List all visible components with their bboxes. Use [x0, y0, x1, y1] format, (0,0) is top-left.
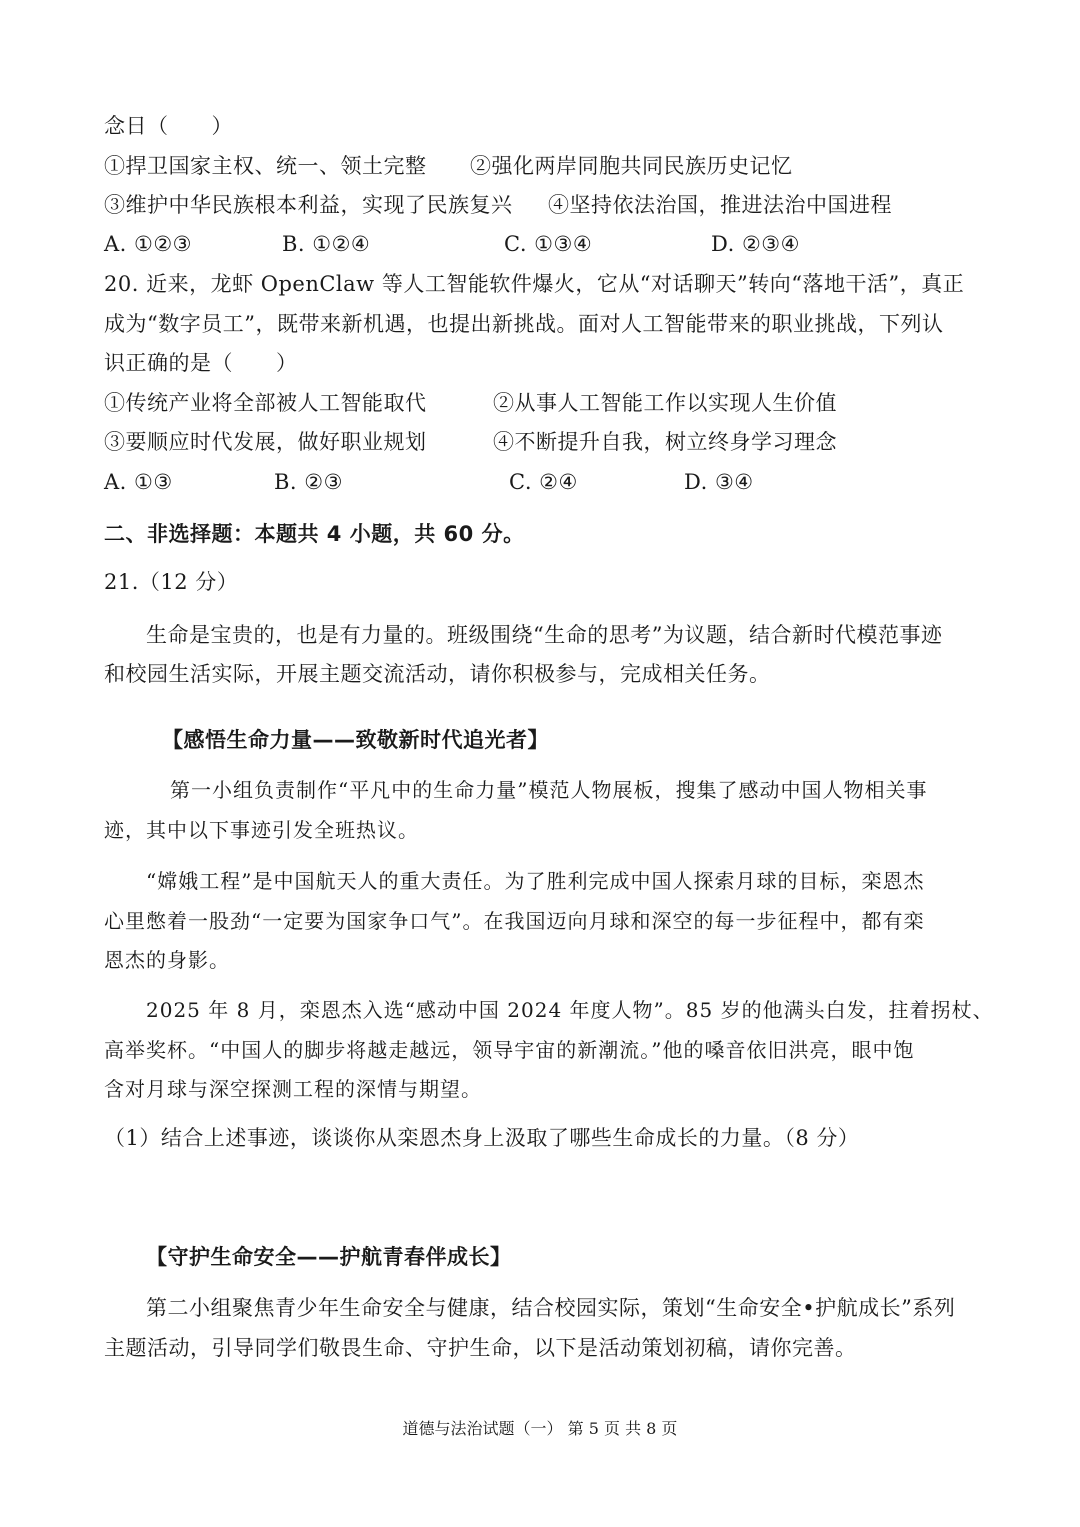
q21-para2-line2: 心里憋着一股劲“一定要为国家争口气”。在我国迈向月球和深空的每一步征程中，都有栾 — [104, 909, 925, 933]
section2-heading: 二、非选择题：本题共 4 小题，共 60 分。 — [104, 522, 525, 546]
q21-para4-line2: 主题活动，引导同学们敬畏生命、守护生命，以下是活动策划初稿，请你完善。 — [104, 1336, 857, 1360]
q19-choice-a: A. ①②③ — [104, 232, 192, 256]
q20-option-1: ①传统产业将全部被人工智能取代 — [104, 391, 427, 415]
q20-stem-line3: 识正确的是（ ） — [104, 351, 298, 375]
q19-choice-b: B. ①②④ — [282, 232, 371, 256]
q19-option-1: ①捍卫国家主权、统一、领土完整 — [104, 154, 427, 178]
q21-para1-line1: 第一小组负责制作“平凡中的生命力量”模范人物展板，搜集了感动中国人物相关事 — [170, 778, 928, 802]
q20-choice-c: C. ②④ — [509, 470, 578, 494]
q19-choice-c: C. ①③④ — [504, 232, 593, 256]
q20-choice-a: A. ①③ — [104, 470, 173, 494]
q19-option-2: ②强化两岸同胞共同民族历史记忆 — [470, 154, 793, 178]
q21-subquestion-1: （1）结合上述事迹，谈谈你从栾恩杰身上汲取了哪些生命成长的力量。（8 分） — [104, 1126, 860, 1150]
q21-part1-title: 【感悟生命力量——致敬新时代追光者】 — [162, 728, 549, 752]
q20-choice-d: D. ③④ — [684, 470, 754, 494]
q21-part2-title: 【守护生命安全——护航青春伴成长】 — [146, 1245, 512, 1269]
q21-para2-line1: “嫦娥工程”是中国航天人的重大责任。为了胜利完成中国人探索月球的目标，栾恩杰 — [146, 869, 925, 893]
q20-choice-b: B. ②③ — [274, 470, 343, 494]
page-footer: 道德与法治试题（一） 第 5 页 共 8 页 — [402, 1419, 678, 1438]
q19-tail: 念日（ ） — [104, 114, 233, 138]
q21-para2-line3: 恩杰的身影。 — [104, 948, 230, 972]
q19-option-3: ③维护中华民族根本利益，实现了民族复兴 — [104, 193, 513, 217]
q21-para3-line1: 2025 年 8 月，栾恩杰入选“感动中国 2024 年度人物”。85 岁的他满头白发，拄着拐杖、 — [146, 998, 994, 1022]
q19-option-4: ④坚持依法治国，推进法治中国进程 — [548, 193, 892, 217]
q20-stem-line1: 20. 近来，龙虾 OpenClaw 等人工智能软件爆火，它从“对话聊天”转向“落地干活”，真正 — [104, 272, 965, 296]
q21-para3-line2: 高举奖杯。“中国人的脚步将越走越远，领导宇宙的新潮流。”他的嗓音依旧洪亮，眼中饱 — [104, 1038, 915, 1062]
q21-para3-line3: 含对月球与深空探测工程的深情与期望。 — [104, 1077, 482, 1101]
q19-choice-d: D. ②③④ — [711, 232, 800, 256]
q21-intro-line1: 生命是宝贵的，也是有力量的。班级围绕“生命的思考”为议题，结合新时代模范事迹 — [146, 623, 943, 647]
q21-label: 21.（12 分） — [104, 570, 239, 594]
q20-option-2: ②从事人工智能工作以实现人生价值 — [493, 391, 837, 415]
q21-para4-line1: 第二小组聚焦青少年生命安全与健康，结合校园实际，策划“生命安全•护航成长”系列 — [146, 1296, 956, 1320]
q20-option-3: ③要顺应时代发展，做好职业规划 — [104, 430, 427, 454]
q20-option-4: ④不断提升自我，树立终身学习理念 — [493, 430, 837, 454]
q20-stem-line2: 成为“数字员工”，既带来新机遇，也提出新挑战。面对人工智能带来的职业挑战，下列认 — [104, 312, 944, 336]
q21-intro-line2: 和校园生活实际，开展主题交流活动，请你积极参与，完成相关任务。 — [104, 662, 771, 686]
q21-para1-line2: 迹，其中以下事迹引发全班热议。 — [104, 818, 419, 842]
